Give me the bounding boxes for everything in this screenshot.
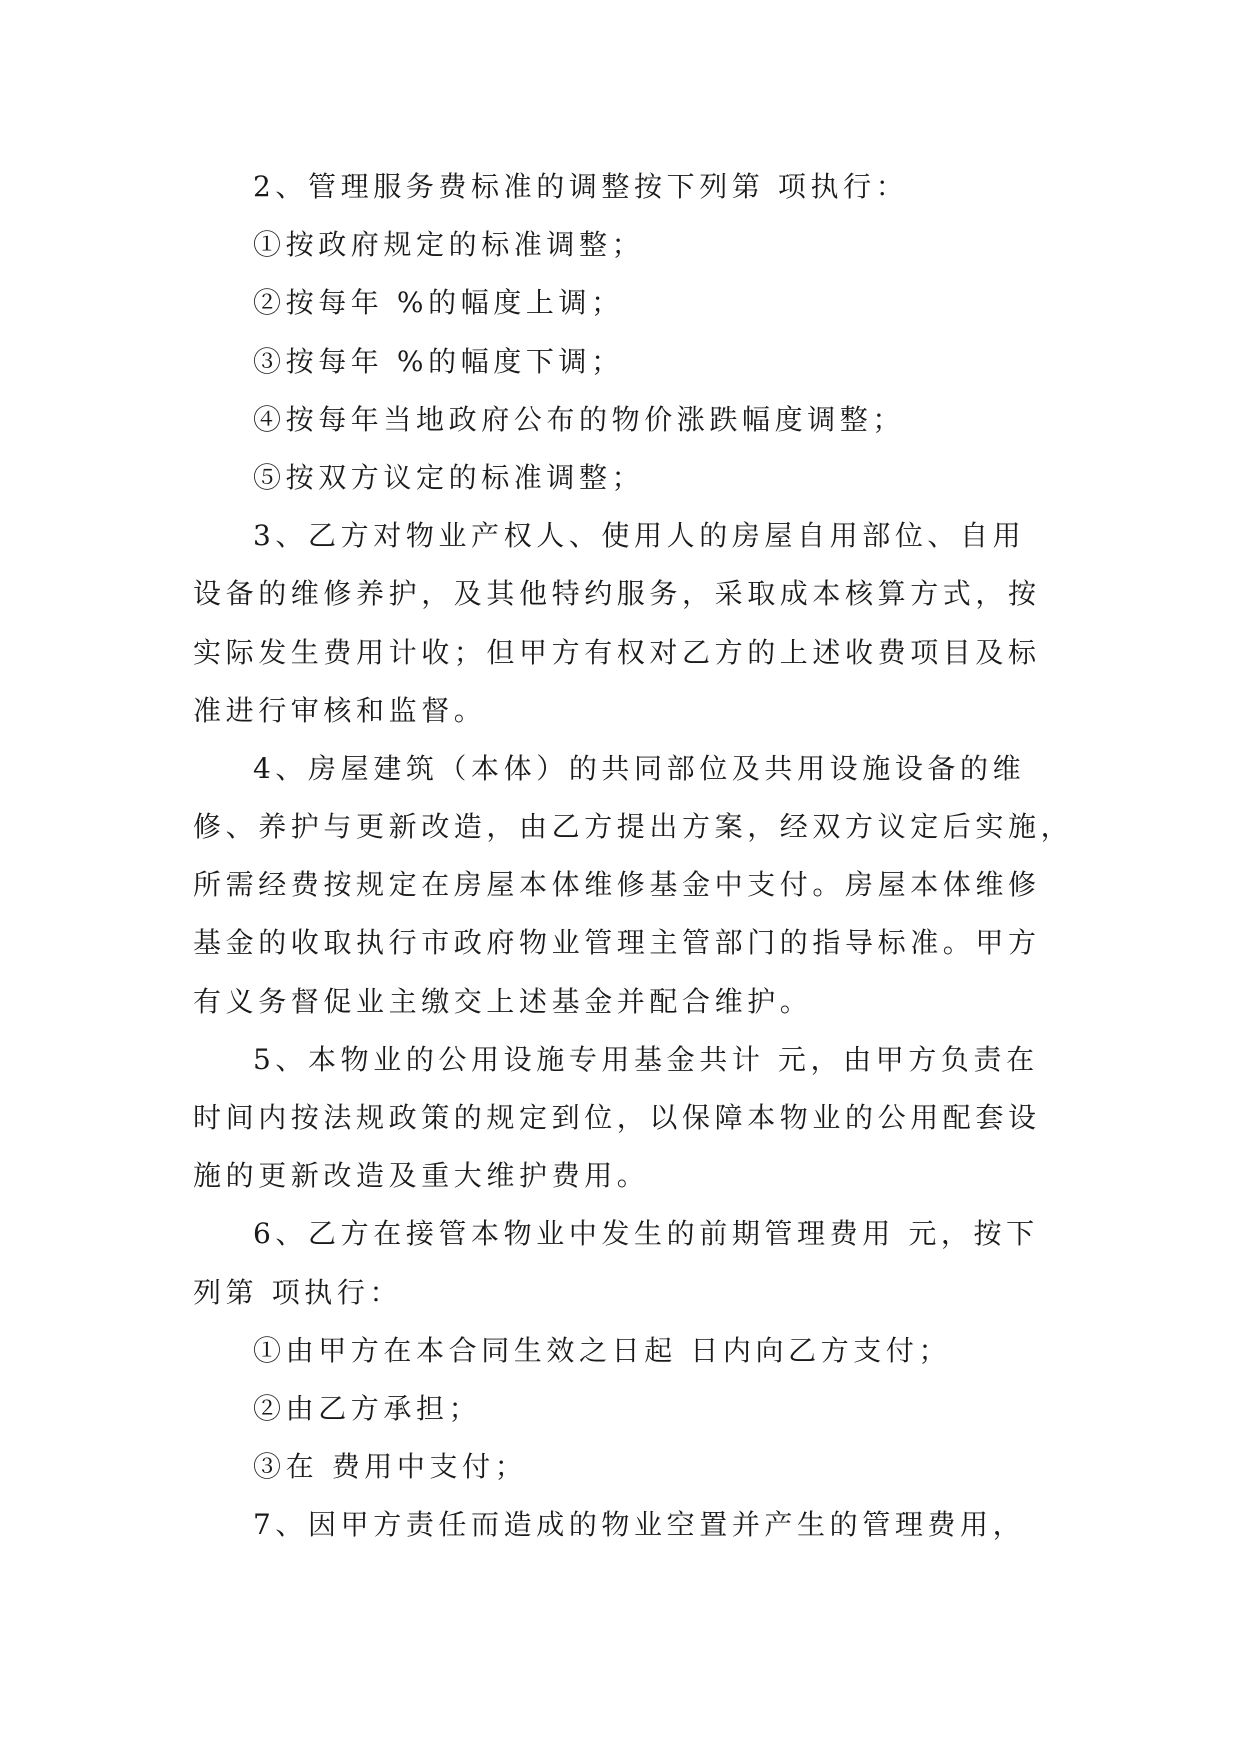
text-line: 设备的维修养护，及其他特约服务，采取成本核算方式，按	[193, 577, 1041, 611]
text-line: ③按每年 %的幅度下调；	[253, 344, 624, 378]
option-2	[193, 1380, 1053, 1438]
text-line: 2、管理服务费标准的调整按下列第 项执行：	[253, 170, 909, 203]
text-line: 实际发生费用计收；但甲方有权对乙方的上述收费项目及标	[193, 635, 1041, 669]
clause-6	[193, 1205, 1053, 1321]
text-line: ①按政府规定的标准调整；	[253, 228, 645, 262]
clause-5	[193, 1031, 1053, 1206]
text-line: 6、乙方在接管本物业中发生的前期管理费用 元，按下	[253, 1217, 1039, 1251]
option-1	[193, 1322, 1053, 1380]
text-line: ②按每年 %的幅度上调；	[253, 286, 624, 320]
text-line: 有义务督促业主缴交上述基金并配合维护。	[193, 984, 813, 1018]
text-line: ②由乙方承担；	[253, 1391, 482, 1425]
clause-7	[193, 1496, 1053, 1554]
option-1	[193, 216, 1053, 274]
text-line: 基金的收取执行市政府物业管理主管部门的指导标准。甲方	[193, 926, 1041, 960]
text-line: 3、乙方对物业产权人、使用人的房屋自用部位、自用	[253, 519, 1026, 553]
option-5	[193, 449, 1053, 507]
text-line: 7、因甲方责任而造成的物业空置并产生的管理费用，	[253, 1508, 1026, 1542]
option-3	[193, 1438, 1053, 1496]
clause-3	[193, 507, 1053, 740]
text-line: 4、房屋建筑（本体）的共同部位及共用设施设备的维	[253, 751, 1026, 785]
text-line: 修、养护与更新改造，由乙方提出方案，经双方议定后实施，	[193, 810, 1074, 844]
option-2	[193, 274, 1053, 332]
clause-2	[193, 158, 1053, 216]
document-body	[193, 158, 1074, 1555]
text-line: ①由甲方在本合同生效之日起 日内向乙方支付；	[253, 1333, 952, 1367]
text-line: ⑤按双方议定的标准调整；	[253, 460, 645, 494]
clause-4	[193, 740, 1074, 1031]
text-line: 施的更新改造及重大维护费用。	[193, 1159, 650, 1193]
text-line: 5、本物业的公用设施专用基金共计 元，由甲方负责在	[253, 1042, 1039, 1076]
text-line: 准进行审核和监督。	[193, 693, 487, 727]
option-3	[193, 333, 1053, 391]
text-line: ③在 费用中支付；	[253, 1450, 528, 1484]
text-line: 时间内按法规政策的规定到位，以保障本物业的公用配套设	[193, 1101, 1041, 1134]
text-line: ④按每年当地政府公布的物价涨跌幅度调整；	[253, 402, 906, 436]
option-4	[193, 391, 1053, 449]
text-line: 所需经费按规定在房屋本体维修基金中支付。房屋本体维修	[193, 868, 1041, 902]
text-line: 列第 项执行：	[193, 1275, 403, 1309]
